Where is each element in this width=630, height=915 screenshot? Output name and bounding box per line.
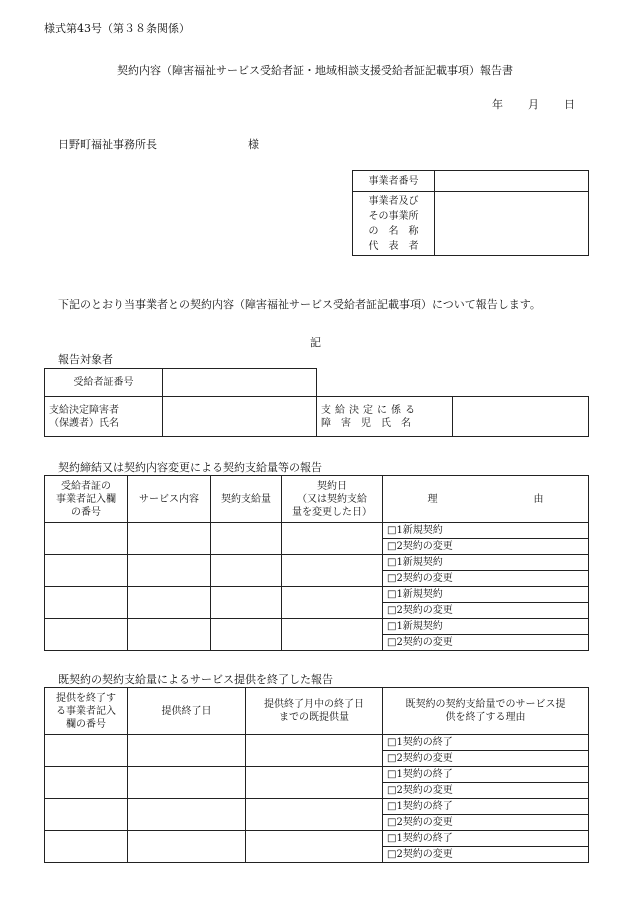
end-row4-amount[interactable]: [246, 831, 383, 863]
row1-quantity[interactable]: [211, 523, 282, 555]
section1-heading: 契約締結又は契約内容変更による契約支給量等の報告: [58, 461, 322, 474]
row4-reason-new[interactable]: □1新規契約: [383, 619, 589, 635]
child-name-field[interactable]: [453, 397, 589, 437]
end-row2-reason-end[interactable]: □1契約の終了: [383, 767, 589, 783]
header-reason: 理 由: [383, 476, 589, 523]
row4-cert-slot[interactable]: [45, 619, 128, 651]
row4-service[interactable]: [128, 619, 211, 651]
person-name-field[interactable]: [163, 397, 317, 437]
end-row2-amount[interactable]: [246, 767, 383, 799]
cert-number-table: [44, 368, 317, 397]
form-number: 様式第43号（第３８条関係）: [44, 22, 190, 35]
provider-number-field[interactable]: [435, 171, 589, 192]
end-row4-reason-end[interactable]: □1契約の終了: [383, 831, 589, 847]
row1-cert-slot[interactable]: [45, 523, 128, 555]
header-end-reason: 既契約の契約支給量でのサービス提 供を終了する理由: [383, 688, 589, 735]
end-row1-date[interactable]: [128, 735, 246, 767]
row3-reason-new[interactable]: □1新規契約: [383, 587, 589, 603]
header-quantity: 契約支給量: [211, 476, 282, 523]
child-name-label: 支給決定に係る 障 害 児 氏 名: [317, 397, 453, 437]
addressee-name: 日野町福祉事務所長: [58, 138, 157, 151]
provider-name-field[interactable]: [435, 192, 589, 256]
end-row1-amount[interactable]: [246, 735, 383, 767]
end-row1-reason-end[interactable]: □1契約の終了: [383, 735, 589, 751]
date-month: 月: [528, 98, 539, 111]
termination-table: [44, 687, 589, 863]
end-row1-reason-change[interactable]: □2契約の変更: [383, 751, 589, 767]
row2-reason-new[interactable]: □1新規契約: [383, 555, 589, 571]
ki-marker: 記: [310, 336, 321, 349]
provider-table: [352, 170, 589, 256]
date-year: 年: [492, 98, 503, 111]
contract-table: [44, 475, 589, 651]
row4-reason-change[interactable]: □2契約の変更: [383, 635, 589, 651]
end-row2-date[interactable]: [128, 767, 246, 799]
end-row2-slot[interactable]: [45, 767, 128, 799]
row3-date[interactable]: [282, 587, 383, 619]
header-cert-slot: 受給者証の 事業者記入欄 の番号: [45, 476, 128, 523]
end-row3-reason-change[interactable]: □2契約の変更: [383, 815, 589, 831]
cert-number-label: 受給者証番号: [45, 369, 163, 397]
header-provided-amount: 提供終了月中の終了日 までの既提供量: [246, 688, 383, 735]
section2-heading: 既契約の契約支給量によるサービス提供を終了した報告: [58, 673, 333, 686]
row2-reason-change[interactable]: □2契約の変更: [383, 571, 589, 587]
end-row3-date[interactable]: [128, 799, 246, 831]
end-row3-slot[interactable]: [45, 799, 128, 831]
provider-number-label: 事業者番号: [353, 171, 435, 192]
row2-quantity[interactable]: [211, 555, 282, 587]
provider-name-label: 事業者及び その事業所 の 名 称 代 表 者: [353, 192, 435, 256]
intro-text: 下記のとおり当事業者との契約内容（障害福祉サービス受給者証記載事項）について報告します。: [58, 298, 541, 311]
target-heading: 報告対象者: [58, 353, 113, 366]
cert-number-field[interactable]: [163, 369, 317, 397]
target-person-table: [44, 396, 589, 437]
addressee-honorific: 様: [248, 138, 259, 151]
row2-date[interactable]: [282, 555, 383, 587]
end-row1-slot[interactable]: [45, 735, 128, 767]
row3-quantity[interactable]: [211, 587, 282, 619]
row3-reason-change[interactable]: □2契約の変更: [383, 603, 589, 619]
end-row2-reason-change[interactable]: □2契約の変更: [383, 783, 589, 799]
end-row4-date[interactable]: [128, 831, 246, 863]
end-row3-amount[interactable]: [246, 799, 383, 831]
person-name-label: 支給決定障害者 （保護者）氏名: [45, 397, 163, 437]
row4-date[interactable]: [282, 619, 383, 651]
date-day: 日: [564, 98, 575, 111]
row1-reason-new[interactable]: □1新規契約: [383, 523, 589, 539]
row4-quantity[interactable]: [211, 619, 282, 651]
row1-date[interactable]: [282, 523, 383, 555]
row1-service[interactable]: [128, 523, 211, 555]
header-end-slot: 提供を終了す る事業者記入 欄の番号: [45, 688, 128, 735]
row3-cert-slot[interactable]: [45, 587, 128, 619]
header-end-date: 提供終了日: [128, 688, 246, 735]
row1-reason-change[interactable]: □2契約の変更: [383, 539, 589, 555]
row2-cert-slot[interactable]: [45, 555, 128, 587]
header-contract-date: 契約日 （又は契約支給 量を変更した日）: [282, 476, 383, 523]
end-row3-reason-end[interactable]: □1契約の終了: [383, 799, 589, 815]
end-row4-reason-change[interactable]: □2契約の変更: [383, 847, 589, 863]
end-row4-slot[interactable]: [45, 831, 128, 863]
row2-service[interactable]: [128, 555, 211, 587]
header-service: サービス内容: [128, 476, 211, 523]
row3-service[interactable]: [128, 587, 211, 619]
form-title: 契約内容（障害福祉サービス受給者証・地域相談支援受給者証記載事項）報告書: [117, 64, 513, 77]
